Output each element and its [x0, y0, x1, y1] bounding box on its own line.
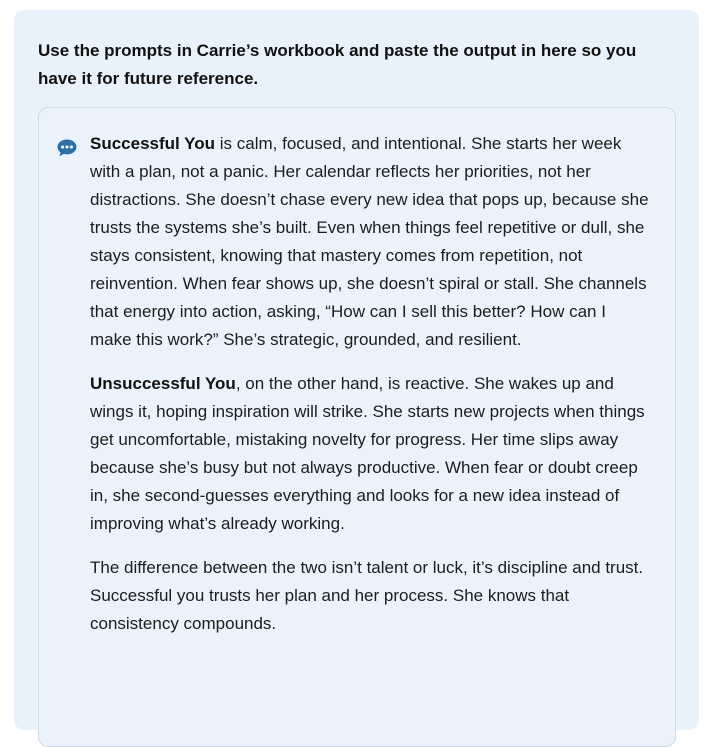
paragraph-text: is calm, focused, and intentional. She starts her week with a plan, not a panic. Her calendar reflects her priorities, not her distractions. She doesn’t chase every new idea that pops up, because she trusts the systems she’s built. Even when things feel repetitive or dull, she stays consistent, knowing that mastery comes from repetition, not reinvention. When fear shows up, she doesn’t spiral or stall. She channels that energy into action, asking, “How can I sell this better? How can I make this work?” She’s strategic, grounded, and resilient. [90, 134, 649, 349]
paragraph-difference [90, 554, 650, 638]
paragraph-unsuccessful-you [90, 370, 650, 538]
paragraph-bold-lead: Successful You [90, 134, 216, 153]
paragraph-successful-you [90, 130, 650, 354]
workbook-card [14, 10, 699, 730]
chat-bubble-icon [56, 138, 78, 158]
paragraph-text: , on the other hand, is reactive. She wakes up and wings it, hoping inspiration will strike. She starts new projects when things get uncomfortable, mistaking novelty for progress. Her time slips away because she’s busy but not always productive. When fear or doubt creep in, she second-guesses everything and looks for a new idea instead of improving what’s already working. [90, 374, 645, 533]
output-body [90, 130, 650, 654]
paragraph-text: The difference between the two isn’t talent or luck, it’s discipline and trust. Successful you trusts her plan and her process. She knows that consistency compounds. [90, 558, 644, 633]
paragraph-bold-lead: Unsuccessful You [90, 374, 236, 393]
prompt-heading: Use the prompts in Carrie’s workbook and paste the output in here so you have it for future reference. [38, 41, 637, 88]
output-text-area[interactable] [38, 107, 676, 747]
